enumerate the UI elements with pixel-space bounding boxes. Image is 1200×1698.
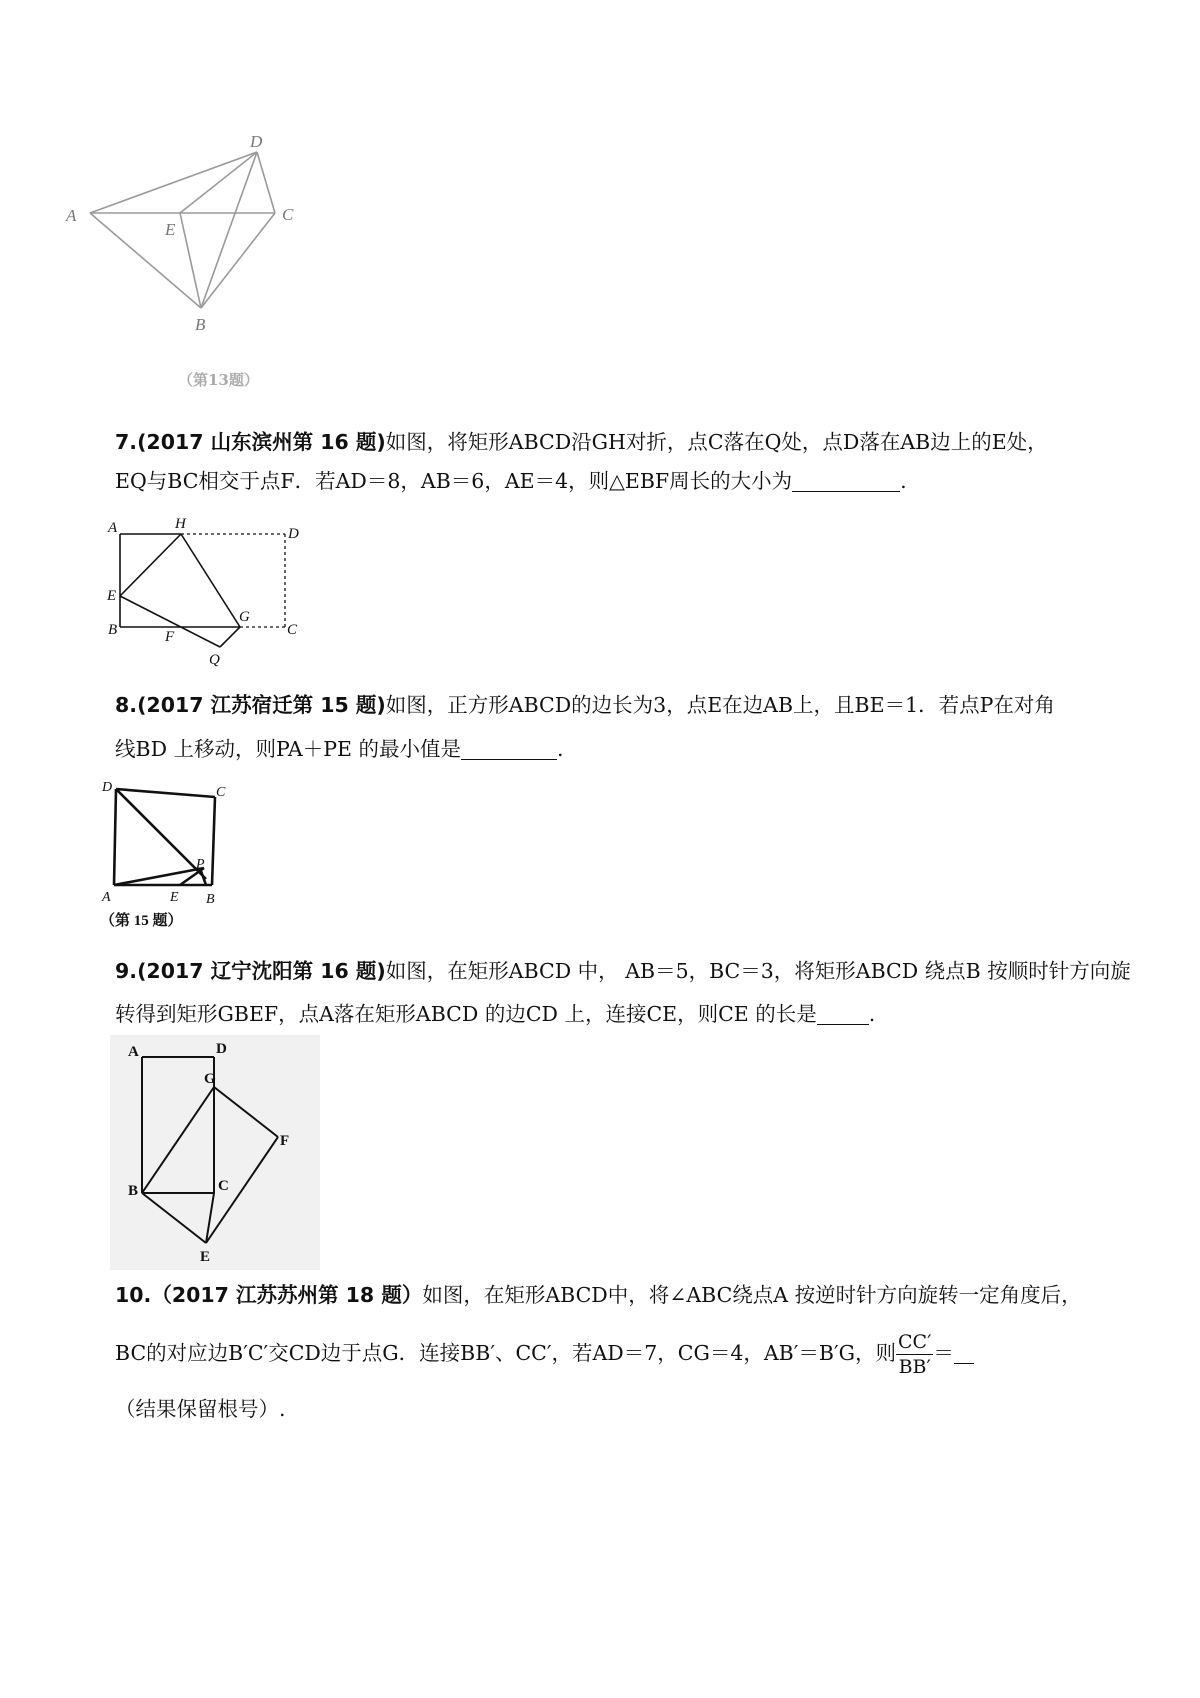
- q9-number: 9.: [115, 959, 138, 983]
- q8-answer-blank[interactable]: [461, 737, 557, 760]
- q7-label-g: G: [239, 609, 250, 625]
- q9-line-1: [115, 957, 1131, 985]
- q10-fraction-denominator: BB′: [898, 1356, 931, 1378]
- q10-line-1: [115, 1281, 1082, 1309]
- q8-end: .: [557, 737, 564, 761]
- q8-label-d: D: [102, 780, 113, 795]
- q8-figure: [98, 775, 248, 945]
- fig13-label-e: E: [165, 220, 176, 239]
- fig13-label-d: D: [250, 132, 263, 151]
- q8-label-e: E: [170, 890, 179, 905]
- q8-source: (2017 江苏宿迁第 15 题): [137, 693, 386, 717]
- fig13-label-b: B: [195, 315, 206, 334]
- q9-label-a: A: [128, 1044, 139, 1060]
- q7-line-2: [115, 467, 907, 495]
- q9-label-b: B: [128, 1183, 139, 1199]
- q10-fraction-numerator: CC′: [898, 1331, 932, 1353]
- q10-text-1: 如图，在矩形ABCD中，将∠ABC绕点A 按逆时针方向旋转一定角度后，: [422, 1283, 1082, 1307]
- q7-line-1: [115, 428, 1048, 456]
- q9-answer-blank[interactable]: [817, 1002, 869, 1025]
- q7-number: 7.: [115, 430, 138, 454]
- q10-number: 10.: [115, 1283, 152, 1307]
- q7-label-a: A: [108, 520, 118, 536]
- q8-line-2: [115, 735, 564, 763]
- q9-line-2: [115, 1000, 875, 1028]
- q7-end: .: [900, 469, 907, 493]
- q10-answer-blank[interactable]: [954, 1341, 974, 1364]
- q7-label-f: F: [165, 629, 175, 645]
- fig13-label-a: A: [66, 206, 77, 225]
- q8-number: 8.: [115, 693, 138, 717]
- figure-13-diagram: [60, 130, 360, 360]
- q8-text-2: 线BD 上移动，则PA＋PE 的最小值是: [115, 737, 462, 761]
- q9-label-g: G: [204, 1071, 216, 1087]
- q9-label-c: C: [218, 1178, 229, 1194]
- q10-line-3: [115, 1395, 286, 1423]
- q8-figure-caption: （第 15 题）: [100, 913, 183, 929]
- q10-line-2: [115, 1326, 974, 1380]
- q9-label-d: D: [216, 1041, 227, 1057]
- q7-text-1: 如图，将矩形ABCD沿GH对折，点C落在Q处，点D落在AB边上的E处，: [385, 430, 1048, 454]
- q10-text-2: BC的对应边B′C′交CD边于点G．连接BB′、CC′，若AD＝7，CG＝4，AB′＝B′G，则: [115, 1341, 897, 1365]
- q8-label-c: C: [216, 785, 226, 800]
- q8-text-1: 如图，正方形ABCD的边长为3，点E在边AB上，且BE＝1．若点P在对角: [385, 693, 1055, 717]
- q7-answer-blank[interactable]: [792, 469, 900, 492]
- figure-13-caption: （第13题）: [178, 371, 259, 389]
- q7-label-e: E: [107, 588, 117, 604]
- q9-figure: [110, 1035, 320, 1270]
- q7-label-h: H: [175, 516, 186, 532]
- q9-source: (2017 辽宁沈阳第 16 题): [137, 959, 386, 983]
- q9-text-2: 转得到矩形GBEF，点A落在矩形ABCD 的边CD 上，连接CE，则CE 的长是: [115, 1002, 817, 1026]
- q10-source: （2017 江苏苏州第 18 题）: [151, 1283, 423, 1307]
- q9-text-1: 如图，在矩形ABCD 中， AB＝5，BC＝3，将矩形ABCD 绕点B 按顺时针方向旋: [385, 959, 1131, 983]
- q10-fraction: [896, 1330, 933, 1379]
- q8-label-a: A: [102, 890, 111, 905]
- q7-label-b: B: [108, 622, 118, 638]
- q10-text-3: （结果保留根号）.: [115, 1397, 286, 1421]
- q8-line-1: [115, 691, 1055, 719]
- q7-figure: [95, 510, 325, 670]
- fig13-label-c: C: [282, 205, 294, 224]
- q9-end: .: [868, 1002, 876, 1026]
- q7-label-d: D: [288, 526, 299, 542]
- q7-source: (2017 山东滨州第 16 题): [137, 430, 386, 454]
- q7-label-q: Q: [209, 652, 220, 668]
- q7-label-c: C: [287, 622, 298, 638]
- q10-equals: ＝: [933, 1341, 954, 1365]
- q9-label-f: F: [280, 1133, 290, 1149]
- q7-text-2: EQ与BC相交于点F．若AD＝8，AB＝6，AE＝4，则△EBF周长的大小为: [115, 469, 793, 493]
- q8-label-b: B: [206, 892, 215, 907]
- q8-label-p: P: [196, 857, 205, 872]
- q9-label-e: E: [200, 1249, 211, 1265]
